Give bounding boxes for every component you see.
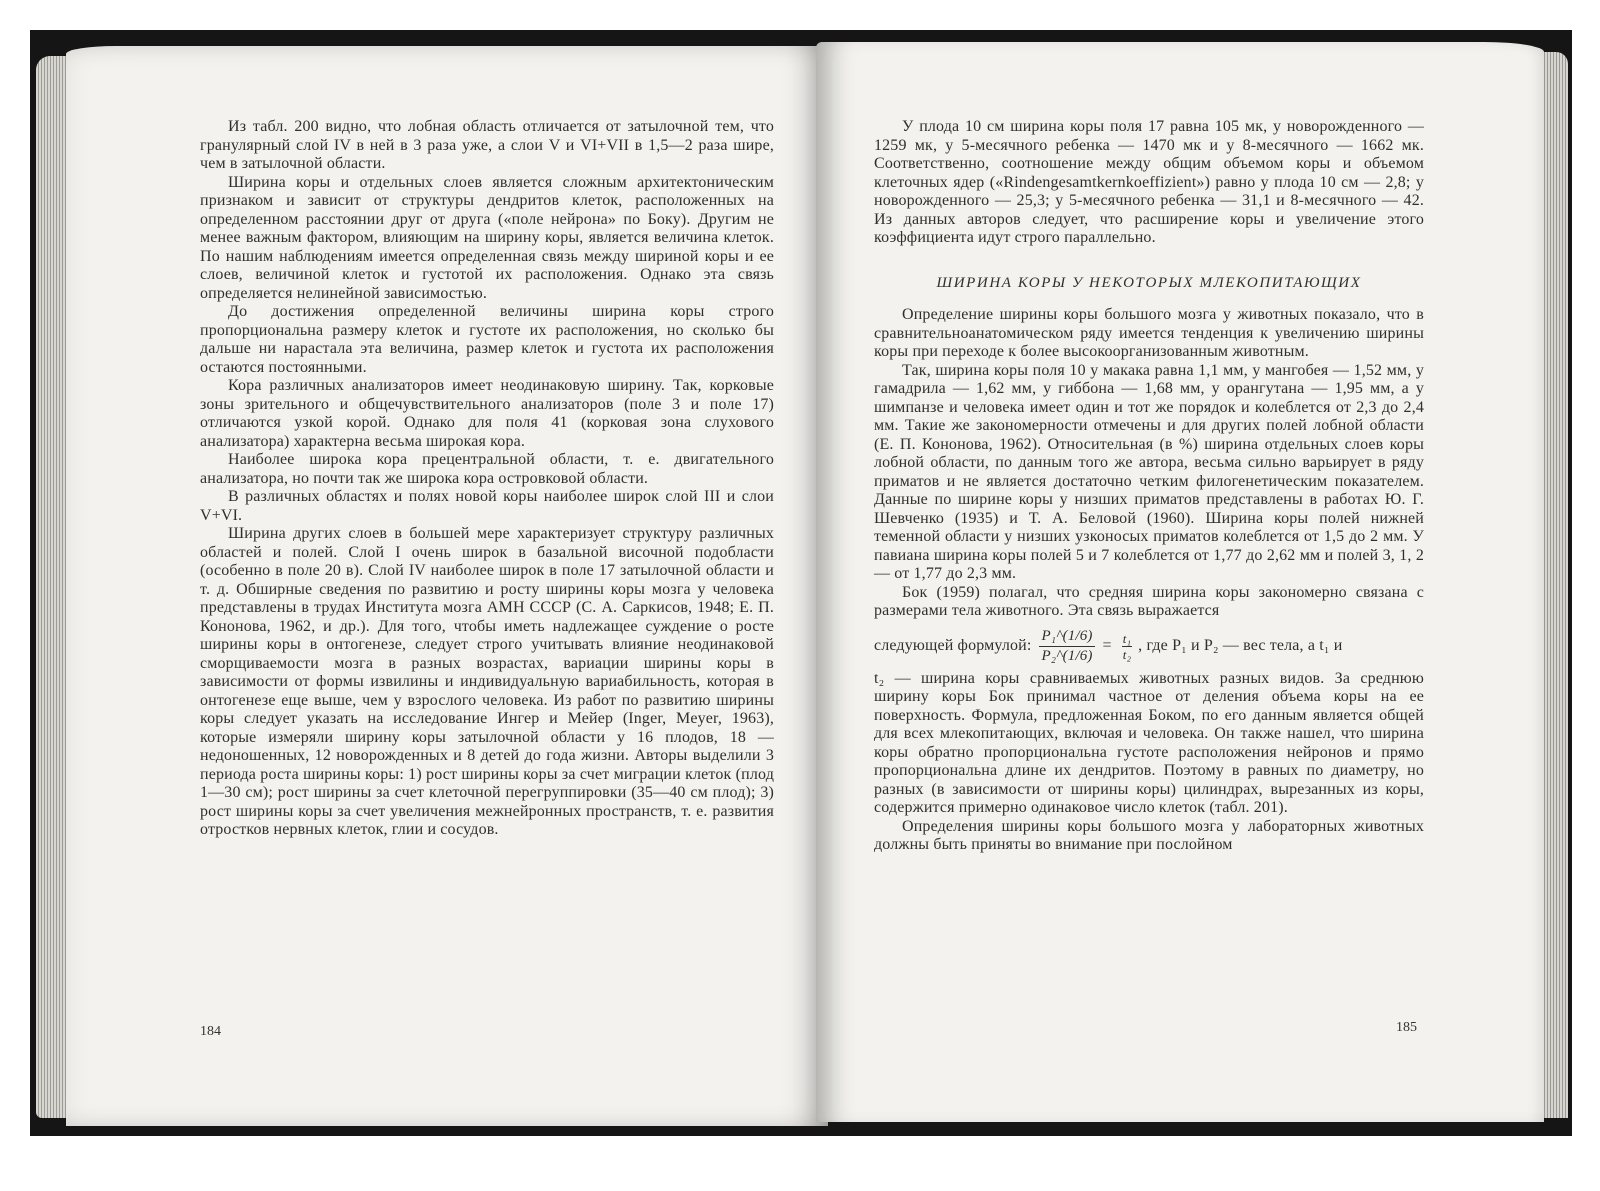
formula-numerator: P₁^(1/6) <box>1041 627 1093 644</box>
section-heading: ШИРИНА КОРЫ У НЕКОТОРЫХ МЛЕКОПИТАЮЩИХ <box>936 274 1362 291</box>
page-number: 185 <box>1396 1020 1417 1035</box>
paragraph: В различных областях и полях новой коры наиболее широк слой III и слои V+VI. <box>200 488 774 524</box>
formula-ratio-numerator: t₁ <box>1122 630 1132 646</box>
paragraph: Из табл. 200 видно, что лобная область отличается от затылочной тем, что гранулярный слой IV в ней в 3 раза уже, а слои V и VI+VII в 1,5—2 раза шире, чем в затылочной области. <box>200 118 774 172</box>
right-page <box>816 42 1544 1122</box>
page-number: 184 <box>200 1024 221 1039</box>
paragraph: Так, ширина коры поля 10 у макака равна 1,1 мм, у мангобея — 1,52 мм, у гамадрила — 1,62 мм, у гиббона — 1,68 мм, у орангутана — 1,95 мм, а у шимпанзе и человека имеет один и тот же порядок и колеблется от 2,3 до 2,4 мм. Такие же закономерности отмечены и для других полей лобной области (Е. П. Кононова, 1962). Относительная (в %) ширина отдельных слоев коры лобной области, по данным того же автора, весьма сильно варьирует в ряду приматов и не является достаточно четким филогенетическим показателем. Данные по ширине коры у низших приматов представлены в работах Ю. Г. Шевченко (1935) и Т. А. Беловой (1960). Ширина коры полей нижней теменной области у низших узконосых приматов колеблется от 1,5 до 2 мм. У павиана ширина коры полей 5 и 7 колеблется от 1,77 до 2,62 мм и полей 3, 1, 2 — от 1,77 до 2,3 мм. <box>874 361 1424 582</box>
paragraph: До достижения определенной величины ширина коры строго пропорциональна размеру клеток и густоте их расположения, но сколько бы дальше ни нарастала эта величина, размер клеток и густота их расположения остаются постоянными. <box>200 303 774 376</box>
paragraph: Ширина других слоев в большей мере характеризует структуру различных областей и полей. Слой I очень широк в базальной височной подобласти (особенно в поле 20 в). Слой IV наиболее широк в поле 17 затылочной области и т. д. Обширные сведения по развитию и росту ширины коры мозга у человека представлены в трудах Института мозга АМН СССР (С. А. Саркисов, 1948; Е. П. Кононова, 1962, и др.). Для того, чтобы иметь надлежащее суждение о росте ширины коры в онтогенезе, следует строго учитывать влияние неодинаковой сморщиваемости мозга в разных возрастах, вариации ширины коры в зависимости от формы извилины и индивидуальную вариабильность, которая в онтогенезе еще выше, чем у взрослого человека. Из работ по развитию ширины коры следует указать на исследование Ингер и Мейер (Inger, Meyer, 1963), которые измеряли ширину коры затылочной области у 16 плодов, 18 — недоношенных, 12 новорожденных и 8 детей до года жизни. Авторы выделили 3 периода роста ширины коры: 1) рост ширины коры за счет миграции клеток (плод 1—30 см); рост ширины за счет клеточной перегруппировки (35—40 см плод); 3) рост ширины коры за счет увеличения межнейронных пространств, т. е. развития отростков нервных клеток, глии и сосудов. <box>200 525 774 838</box>
formula-fraction <box>1039 627 1094 666</box>
equals-sign: = <box>1102 636 1112 654</box>
formula-prefix: следующей формулой: <box>874 636 1032 654</box>
page-edges-left <box>36 56 66 1118</box>
right-page-text <box>874 118 1424 855</box>
left-page <box>66 46 828 1126</box>
paragraph: Определения ширины коры большого мозга у лабораторных животных должны быть приняты во внимание при послойном <box>874 817 1424 853</box>
formula-ratio-denominator: t₂ <box>1122 646 1132 662</box>
paragraph: У плода 10 см ширина коры поля 17 равна 105 мк, у новорожденного — 1259 мк, у 5-месячного ребенка — 1470 мк и у 8-месячного — 1662 мк. Соответственно, соотношение между общим объемом коры и объемом клеточных ядер («Rindengesamtkernkoeffizient») равно у плода 10 см — 2,8; у новорожденного — 25,3; у 5-месячного ребенка — 31,1 и 8-месячного — 42. Из данных авторов следует, что расширение коры и увеличение этого коэффициента идут строго параллельно. <box>874 118 1424 246</box>
formula-ratio <box>1122 631 1132 662</box>
paragraph: Наиболее широка кора прецентральной области, т. е. двигательного анализатора, но почти так же широка кора островковой области. <box>200 451 774 487</box>
paragraph: Определение ширины коры большого мозга у животных показало, что в сравнительноанатомическом ряду имеется тенденция к увеличению ширины коры при переходе к более высокоорганизованным животным. <box>874 306 1424 360</box>
formula-suffix: , где P₁ и P₂ — вес тела, а t₁ и <box>1138 636 1343 654</box>
paragraph: Кора различных анализаторов имеет неодинаковую ширину. Так, корковые зоны зрительного и общечувствительного анализаторов (поле 3 и поле 17) отличаются узкой корой. Однако для поля 41 (корковая зона слухового анализатора) характерна весьма широкая кора. <box>200 377 774 450</box>
page-edges-right <box>1544 52 1568 1118</box>
left-page-text <box>200 118 774 840</box>
paragraph: Бок (1959) полагал, что средняя ширина коры закономерно связана с размерами тела животного. Эта связь выражается <box>874 583 1424 619</box>
formula-denominator: P₂^(1/6) <box>1041 647 1093 664</box>
formula-line <box>874 627 1424 666</box>
paragraph: t₂ — ширина коры сравниваемых животных разных видов. За среднюю ширину коры Бок принимал частное от деления объема коры на ее поверхность. Формула, предложенная Боком, по его данным является общей для всех млекопитающих, включая и человека. Он также нашел, что ширина коры обратно пропорциональна густоте расположения нейронов и прямо пропорциональна длине их дендритов. Поэтому в равных по диаметру, но разных (в зависимости от ширины коры) цилиндрах, вырезанных из коры, содержится примерно одинаковое число клеток (табл. 201). <box>874 669 1424 816</box>
paragraph: Ширина коры и отдельных слоев является сложным архитектоническим признаком и зависит от структуры дендритов клеток, расположенных на определенном расстоянии друг от друга («поле нейрона» по Боку). Другим не менее важным фактором, влияющим на ширину коры, является величина клеток. По нашим наблюдениям имеется определенная связь между шириной коры и ее слоев, величиной клеток и густотой их расположения. Однако эта связь определяется нелинейной зависимостью. <box>200 173 774 302</box>
book-spread <box>30 30 1572 1136</box>
